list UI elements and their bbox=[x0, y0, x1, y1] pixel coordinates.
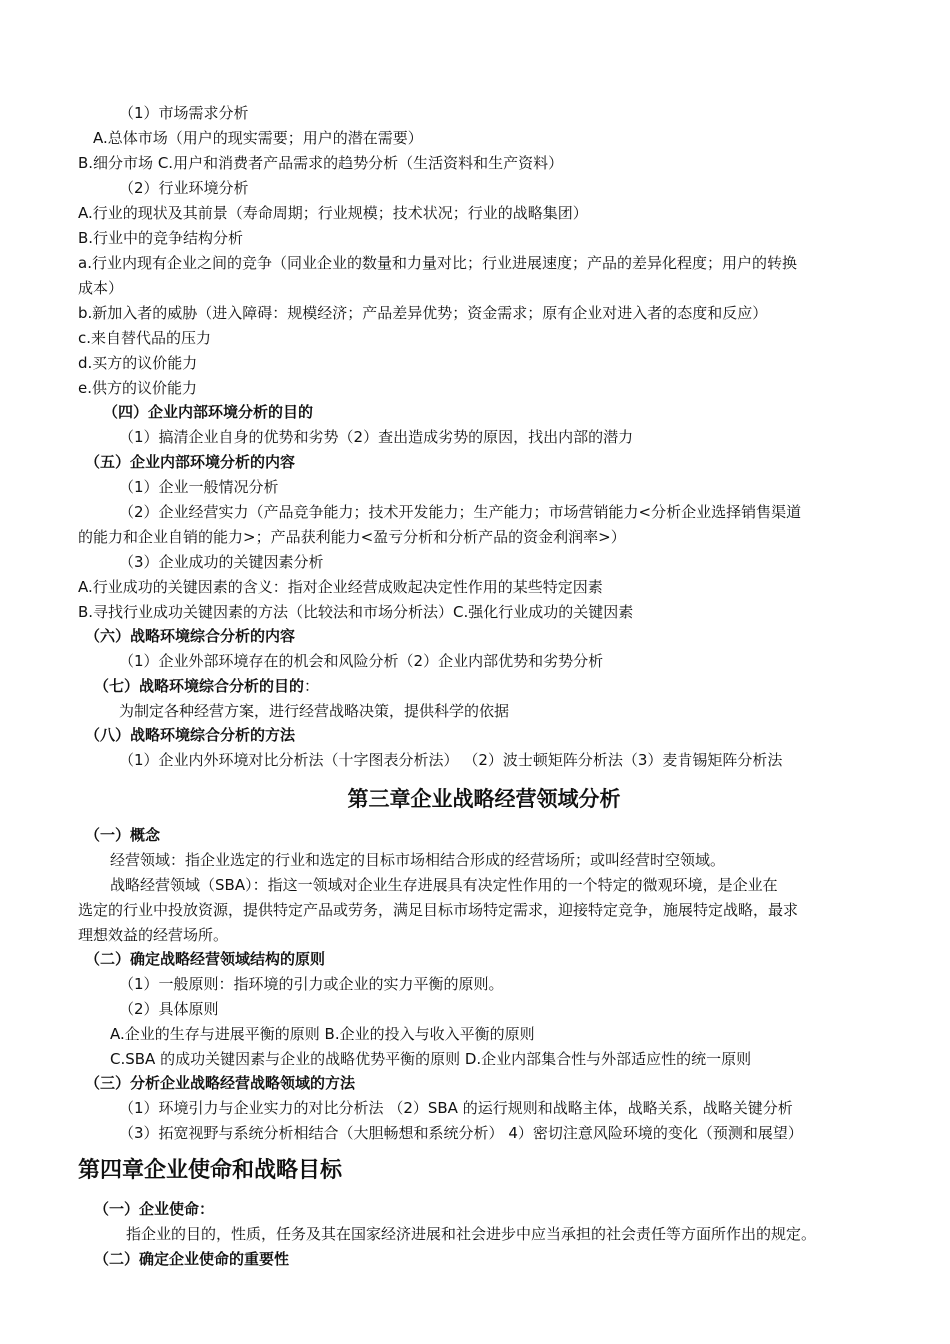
subsection-market-demand: （1）市场需求分析 bbox=[119, 104, 249, 122]
text-line: C.SBA 的成功关键因素与企业的战略优势平衡的原则 D.企业内部集合性与外部适应性的统一原则 bbox=[110, 1050, 752, 1068]
section-heading-line bbox=[94, 674, 906, 699]
section-heading: （三）分析企业战略经营战略领域的方法 bbox=[85, 1074, 356, 1092]
text-line: （1）环境引力与企业实力的对比分析法 （2）SBA 的运行规则和战略主体，战略关系，战略关键分析 bbox=[119, 1099, 793, 1117]
text-line: （1）企业外部环境存在的机会和风险分析（2）企业内部优势和劣势分析 bbox=[119, 652, 604, 670]
text-line: A.行业成功的关键因素的含义：指对企业经营成败起决定性作用的某些特定因素 bbox=[78, 578, 603, 596]
text-line: B.细分市场 C.用户和消费者产品需求的趋势分析（生活资料和生产资料） bbox=[78, 154, 564, 172]
text-line: 成本） bbox=[78, 279, 124, 297]
text-line: B.寻找行业成功关键因素的方法（比较法和市场分析法）C.强化行业成功的关键因素 bbox=[78, 603, 634, 621]
text-line: （3）拓宽视野与系统分析相结合（大胆畅想和系统分析） 4）密切注意风险环境的变化（预测和展望） bbox=[119, 1124, 803, 1142]
section-heading: （四）企业内部环境分析的目的 bbox=[103, 403, 314, 421]
chapter-title: 第三章企业战略经营领域分析 bbox=[347, 787, 621, 811]
text-line: 理想效益的经营场所。 bbox=[78, 926, 229, 944]
text-line: A.企业的生存与进展平衡的原则 B.企业的投入与收入平衡的原则 bbox=[110, 1025, 535, 1043]
text-line: B.行业中的竞争结构分析 bbox=[78, 229, 244, 247]
text-line: d.买方的议价能力 bbox=[78, 354, 198, 372]
section-heading: （二）确定企业使命的重要性 bbox=[94, 1250, 290, 1268]
text-line: （1）搞清企业自身的优势和劣势（2）查出造成劣势的原因，找出内部的潜力 bbox=[119, 428, 634, 446]
section-heading: （七）战略环境综合分析的目的 bbox=[94, 677, 305, 695]
text-line: 为制定各种经营方案，进行经营战略决策，提供科学的依据 bbox=[119, 702, 510, 720]
text-line: （1）企业一般情况分析 bbox=[119, 478, 279, 496]
subsection-industry-environment: （2）行业环境分析 bbox=[119, 179, 249, 197]
text-line: 的能力和企业自销的能力>；产品获利能力<盈亏分析和分析产品的资金利润率>） bbox=[78, 528, 626, 546]
section-heading: （一）概念 bbox=[85, 826, 161, 844]
text-line: e.供方的议价能力 bbox=[78, 379, 197, 397]
section-heading: （五）企业内部环境分析的内容 bbox=[85, 453, 296, 471]
text-line: （2）具体原则 bbox=[119, 1000, 219, 1018]
colon: ： bbox=[304, 677, 320, 695]
text-line: 经营领域：指企业选定的行业和选定的目标市场相结合形成的经营场所；或叫经营时空领域。 bbox=[110, 851, 726, 869]
text-line: A.行业的现状及其前景（寿命周期；行业规模；技术状况；行业的战略集团） bbox=[78, 204, 588, 222]
section-heading: （六）战略环境综合分析的内容 bbox=[85, 627, 296, 645]
text-line: 指企业的目的，性质，任务及其在国家经济进展和社会进步中应当承担的社会责任等方面所作出的规定。 bbox=[126, 1225, 817, 1243]
text-line: a.行业内现有企业之间的竞争（同业企业的数量和力量对比；行业进展速度；产品的差异化程度；用户的转换 bbox=[78, 254, 797, 272]
section-heading: （八）战略环境综合分析的方法 bbox=[85, 726, 296, 744]
text-line: （1）企业内外环境对比分析法（十字图表分析法） （2）波士顿矩阵分析法（3）麦肯锡矩阵分析法 bbox=[119, 751, 783, 769]
section-heading: （一）企业使命： bbox=[94, 1200, 215, 1218]
text-line: （1）一般原则：指环境的引力或企业的实力平衡的原则。 bbox=[119, 975, 504, 993]
text-line: A.总体市场（用户的现实需要；用户的潜在需要） bbox=[93, 129, 423, 147]
chapter-title: 第四章企业使命和战略目标 bbox=[78, 1158, 343, 1183]
text-line: 选定的行业中投放资源，提供特定产品或劳务，满足目标市场特定需求，迎接特定竞争，施展特定战略，最求 bbox=[78, 901, 799, 919]
text-line: b.新加入者的威胁（进入障碍：规模经济；产品差异优势；资金需求；原有企业对进入者的态度和反应） bbox=[78, 304, 768, 322]
text-line: （2）企业经营实力（产品竞争能力；技术开发能力；生产能力；市场营销能力<分析企业选择销售渠道 bbox=[119, 503, 802, 521]
text-line: 战略经营领域（SBA）：指这一领域对企业生存进展具有决定性作用的一个特定的微观环境，是企业在 bbox=[110, 876, 778, 894]
text-line: c.来自替代品的压力 bbox=[78, 329, 212, 347]
section-heading: （二）确定战略经营领域结构的原则 bbox=[85, 950, 326, 968]
text-line: （3）企业成功的关键因素分析 bbox=[119, 553, 324, 571]
